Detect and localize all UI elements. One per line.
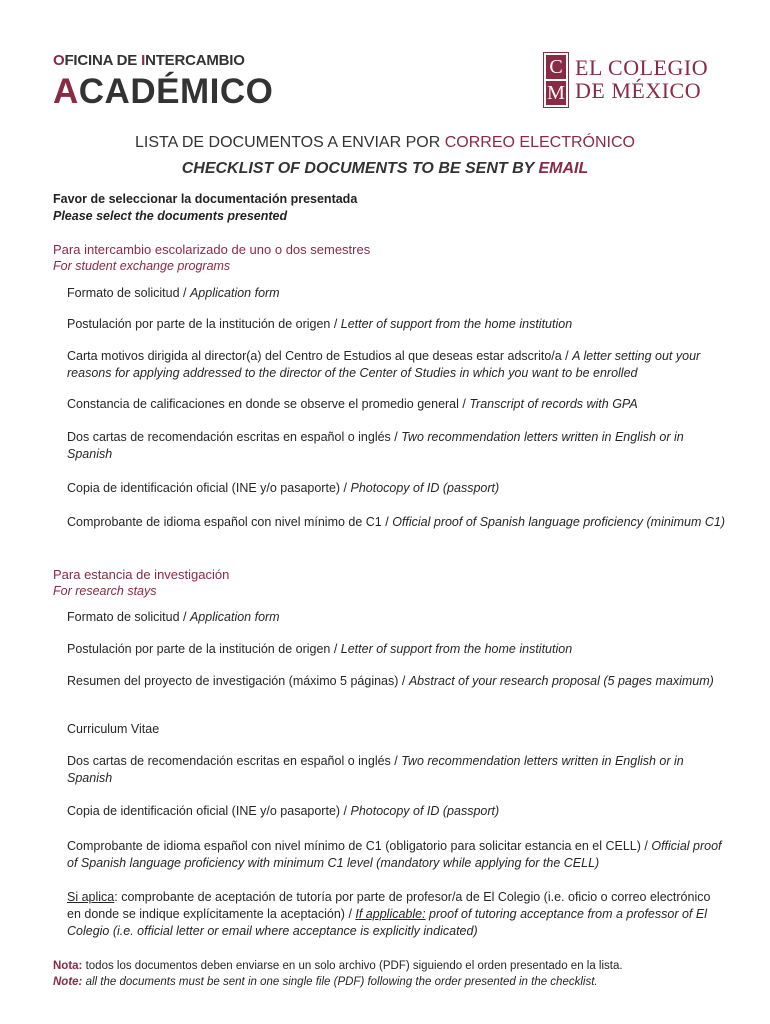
checklist-item[interactable]: Copia de identificación oficial (INE y/o pasaporte) / Photocopy of ID (passport): [67, 481, 500, 495]
title-english: CHECKLIST OF DOCUMENTS TO BE SENT BY EMAIL: [181, 160, 589, 177]
checklist-item[interactable]: Comprobante de idioma español con nivel mínimo de C1 (obligatorio para solicitar estancia en el CELL) / Official proof of Spanish language proficiency with minimum C1 level (mandatory while applying for the CELL): [67, 839, 722, 870]
checklist-item[interactable]: Constancia de calificaciones en donde se observe el promedio general / Transcript of records with GPA: [67, 397, 638, 411]
section-exchange-title: Para intercambio escolarizado de uno o dos semestres: [53, 242, 371, 257]
page-header: [53, 52, 723, 112]
logo-letter-c: C: [546, 55, 566, 79]
instructions-english: Please select the documents presented: [53, 209, 288, 223]
checklist-item[interactable]: Si aplica: comprobante de aceptación de tutoría por parte de profesor/a de El Colegio (i.e. oficio o correo electrónico en donde se indique explícitamente la aceptación) / If applicable: proof of tutoring acceptance from a professor of El Colegio (i.e. official letter or email where acceptance is explicitly indicated): [67, 890, 711, 938]
checklist-item[interactable]: Formato de solicitud / Application form: [67, 286, 280, 300]
instructions-spanish: Favor de seleccionar la documentación presentada: [53, 192, 358, 206]
colmex-logo: [543, 52, 723, 112]
checklist-item[interactable]: Dos cartas de recomendación escritas en español o inglés / Two recommendation letters written in English or in Spanish: [67, 754, 684, 785]
logo-mark: [543, 52, 569, 108]
title-spanish: LISTA DE DOCUMENTOS A ENVIAR POR CORREO ELECTRÓNICO: [135, 134, 635, 151]
checklist-item[interactable]: Postulación por parte de la institución de origen / Letter of support from the home institution: [67, 642, 573, 656]
office-name-line2: ACADÉMICO: [53, 72, 274, 111]
checklist-item[interactable]: Curriculum Vitae: [67, 722, 160, 736]
section-exchange-subtitle: For student exchange programs: [53, 259, 231, 273]
office-name-line1: OFICINA DE INTERCAMBIO: [53, 52, 245, 69]
logo-line1: EL COLEGIO: [575, 55, 709, 80]
footer-note: [53, 958, 743, 990]
note-english: Note: all the documents must be sent in one single file (PDF) following the order presented in the checklist.: [53, 976, 598, 988]
checklist-item[interactable]: Resumen del proyecto de investigación (máximo 5 páginas) / Abstract of your research proposal (5 pages maximum): [67, 674, 714, 688]
checklist-item[interactable]: Dos cartas de recomendación escritas en español o inglés / Two recommendation letters written in English or in Spanish: [67, 430, 684, 461]
checklist-item[interactable]: Copia de identificación oficial (INE y/o pasaporte) / Photocopy of ID (passport): [67, 804, 500, 818]
logo-wordmark: [575, 56, 708, 102]
checklist-item[interactable]: Carta motivos dirigida al director(a) del Centro de Estudios al que deseas estar adscrito/a / A letter setting out your reasons for applying addressed to the director of the Center of Studies in which you want to be enrolled: [67, 349, 701, 380]
logo-letter-m: M: [547, 82, 565, 104]
checklist-item[interactable]: Postulación por parte de la institución de origen / Letter of support from the home institution: [67, 317, 573, 331]
section-research-subtitle: For research stays: [53, 584, 157, 598]
note-spanish: Nota: todos los documentos deben enviarse en un solo archivo (PDF) siguiendo el orden presentado en la lista.: [53, 960, 623, 972]
logo-line2: DE MÉXICO: [575, 78, 702, 103]
checklist-item[interactable]: Comprobante de idioma español con nivel mínimo de C1 / Official proof of Spanish language proficiency (minimum C1): [67, 515, 725, 529]
section-research-title: Para estancia de investigación: [53, 567, 230, 582]
checklist-item[interactable]: Formato de solicitud / Application form: [67, 610, 280, 624]
